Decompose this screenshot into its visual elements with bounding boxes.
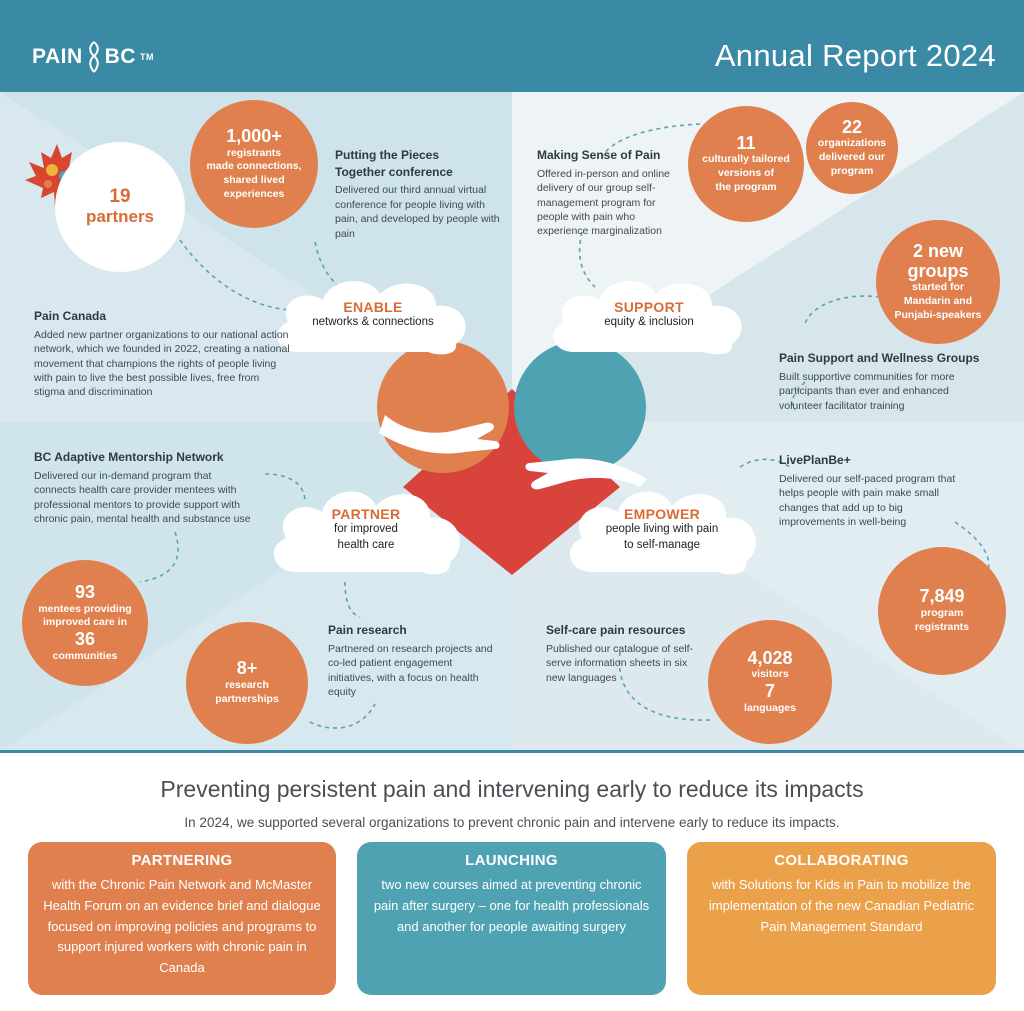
self-care-title: Self-care pain resources <box>546 623 686 637</box>
enable-cloud <box>268 272 478 358</box>
wellness-title: Pain Support and Wellness Groups <box>779 351 980 365</box>
versions-stat-circle <box>688 106 804 222</box>
versions-label-2: versions of <box>717 167 775 180</box>
communities-number: 36 <box>74 628 96 649</box>
partner-subtitle-2: health care <box>337 539 395 551</box>
registrants-number: 1,000+ <box>226 125 282 146</box>
conference-title-2: Together conference <box>335 164 453 179</box>
program-registrants-label-1: program <box>920 607 964 620</box>
groups-number-1: 2 new <box>912 240 964 261</box>
research-label-1: research <box>225 679 269 692</box>
infographic-panel <box>0 92 1024 752</box>
conference-body: Delivered our third annual virtual conference for people living with pain, and developed by people with pain <box>335 184 500 240</box>
self-care-body: Published our catalogue of self-serve information sheets in six new languages <box>546 642 694 684</box>
making-sense-title: Making Sense of Pain <box>537 148 661 162</box>
mentees-label-1: mentees providing <box>38 602 132 615</box>
research-number: 8+ <box>236 658 258 679</box>
program-registrants-label-2: registrants <box>914 620 970 633</box>
pain-research-body: Partnered on research projects and co-led patient engagement initiatives, with a focus on health equity <box>328 642 493 698</box>
conference-title-1: Putting the Pieces <box>335 148 440 162</box>
partnering-body: with the Chronic Pain Network and McMaster Health Forum on an evidence brief and dialogue focused on improving policies and programs to support injured workers with chronic pain in Canada <box>43 877 321 976</box>
versions-label-1: culturally tailored <box>702 153 790 166</box>
section-subtitle: In 2024, we supported several organizations to prevent chronic pain and intervene early to reduce its impacts. <box>184 815 840 830</box>
visitors-stat-circle <box>708 620 832 744</box>
pain-canada-body: Added new partner organizations to our national action network, which we founded in 2022, creating a national movement that champions the rights of people living with pain to live the best possible lives, free from stigma and discrimination <box>34 328 290 399</box>
making-sense-body: Offered in-person and online delivery of our group self-management program for people with pain who experience marginalization <box>537 167 670 238</box>
logo-text-left: PAIN <box>32 45 83 68</box>
self-care-block <box>546 622 706 685</box>
partner-subtitle-1: for improved <box>334 523 398 536</box>
partner-title: PARTNER <box>331 506 401 523</box>
support-title: SUPPORT <box>614 299 684 316</box>
mentees-number: 93 <box>74 581 96 602</box>
pain-research-block <box>328 622 500 699</box>
enable-title: ENABLE <box>343 299 403 316</box>
pain-canada-title: Pain Canada <box>34 309 107 323</box>
panel-divider <box>0 750 1024 753</box>
visitors-number: 4,028 <box>747 647 793 668</box>
groups-stat-circle <box>876 220 1000 344</box>
partners-stat-circle <box>55 142 185 272</box>
visitors-label: visitors <box>751 668 789 681</box>
empower-subtitle-2: to self-manage <box>623 539 701 551</box>
pain-bc-logo <box>32 40 154 74</box>
groups-label-3: Punjabi-speakers <box>894 308 982 321</box>
collaborating-heading: COLLABORATING <box>774 852 909 869</box>
mentorship-body: Delivered our in-demand program that connects health care provider mentees with professional mentors to provide support with chronic pain, mental health and substance use <box>34 469 251 525</box>
versions-number: 11 <box>736 132 756 153</box>
registrants-label-3: shared lived <box>223 173 285 186</box>
pain-research-title: Pain research <box>328 623 407 637</box>
support-subtitle: equity & inclusion <box>604 316 694 329</box>
launching-card <box>357 842 666 995</box>
section-title: Preventing persistent pain and intervening early to reduce its impacts <box>160 776 864 802</box>
liveplanbe-block <box>779 452 969 529</box>
heart-right-lobe <box>514 341 646 473</box>
registrants-label-2: made connections, <box>206 160 302 173</box>
launching-body: two new courses aimed at preventing chronic pain after surgery – one for health professionals and another for people awaiting surgery <box>373 877 650 934</box>
liveplanbe-body: Delivered our self-paced program that helps people with pain make small changes that add up to big improvements in well-being <box>779 472 956 528</box>
liveplanbe-title: LivePlanBe+ <box>779 453 851 467</box>
logo-text-right: BC <box>104 45 136 68</box>
pain-canada-block <box>34 308 292 400</box>
registrants-label-1: registrants <box>226 146 282 159</box>
languages-number: 7 <box>764 681 775 701</box>
launching-heading: LAUNCHING <box>465 852 558 869</box>
groups-number-2: groups <box>907 260 969 281</box>
empower-subtitle-1: people living with pain <box>605 523 719 536</box>
partners-label: partners <box>85 207 155 227</box>
groups-label-2: Mandarin and <box>903 294 973 307</box>
registrants-label-4: experiences <box>223 187 285 200</box>
organizations-stat-circle <box>806 102 898 194</box>
program-registrants-circle <box>878 547 1006 675</box>
enable-subtitle: networks & connections <box>312 316 434 329</box>
page-title: Annual Report 2024 <box>714 38 996 73</box>
registrants-stat-circle <box>190 100 318 228</box>
mentorship-title: BC Adaptive Mentorship Network <box>34 450 224 464</box>
communities-label: communities <box>52 649 118 662</box>
ribbon-icon <box>87 40 101 74</box>
conference-block <box>335 147 505 241</box>
organizations-label-3: program <box>830 164 874 177</box>
organizations-number: 22 <box>841 116 863 137</box>
collaborating-body: with Solutions for Kids in Pain to mobilize the implementation of the new Canadian Pediatric Pain Management Standard <box>708 877 975 934</box>
collaborating-card <box>687 842 996 995</box>
organizations-label-2: delivered our <box>819 151 885 164</box>
research-label-2: partnerships <box>215 692 279 705</box>
making-sense-block <box>537 147 687 239</box>
wellness-body: Built supportive communities for more participants than ever and enhanced volunteer facilitator training <box>779 370 955 412</box>
languages-label: languages <box>744 701 796 714</box>
program-registrants-number: 7,849 <box>919 586 965 607</box>
organizations-label-1: organizations <box>817 137 887 150</box>
header-banner <box>0 0 1024 92</box>
empower-title: EMPOWER <box>624 506 700 523</box>
mentees-stat-circle <box>22 560 148 686</box>
wellness-block <box>779 350 994 413</box>
mentorship-block <box>34 449 256 526</box>
partner-cloud <box>266 482 466 578</box>
support-cloud <box>544 272 754 358</box>
partners-number: 19 <box>109 186 131 208</box>
partnering-card <box>28 842 336 995</box>
groups-label-1: started for <box>912 281 964 294</box>
versions-label-3: the program <box>715 180 777 193</box>
logo-trademark: TM <box>139 52 154 62</box>
mentees-label-2: improved care in <box>42 616 128 629</box>
empower-cloud <box>562 482 762 578</box>
partnering-heading: PARTNERING <box>131 852 233 869</box>
research-stat-circle <box>186 622 308 744</box>
